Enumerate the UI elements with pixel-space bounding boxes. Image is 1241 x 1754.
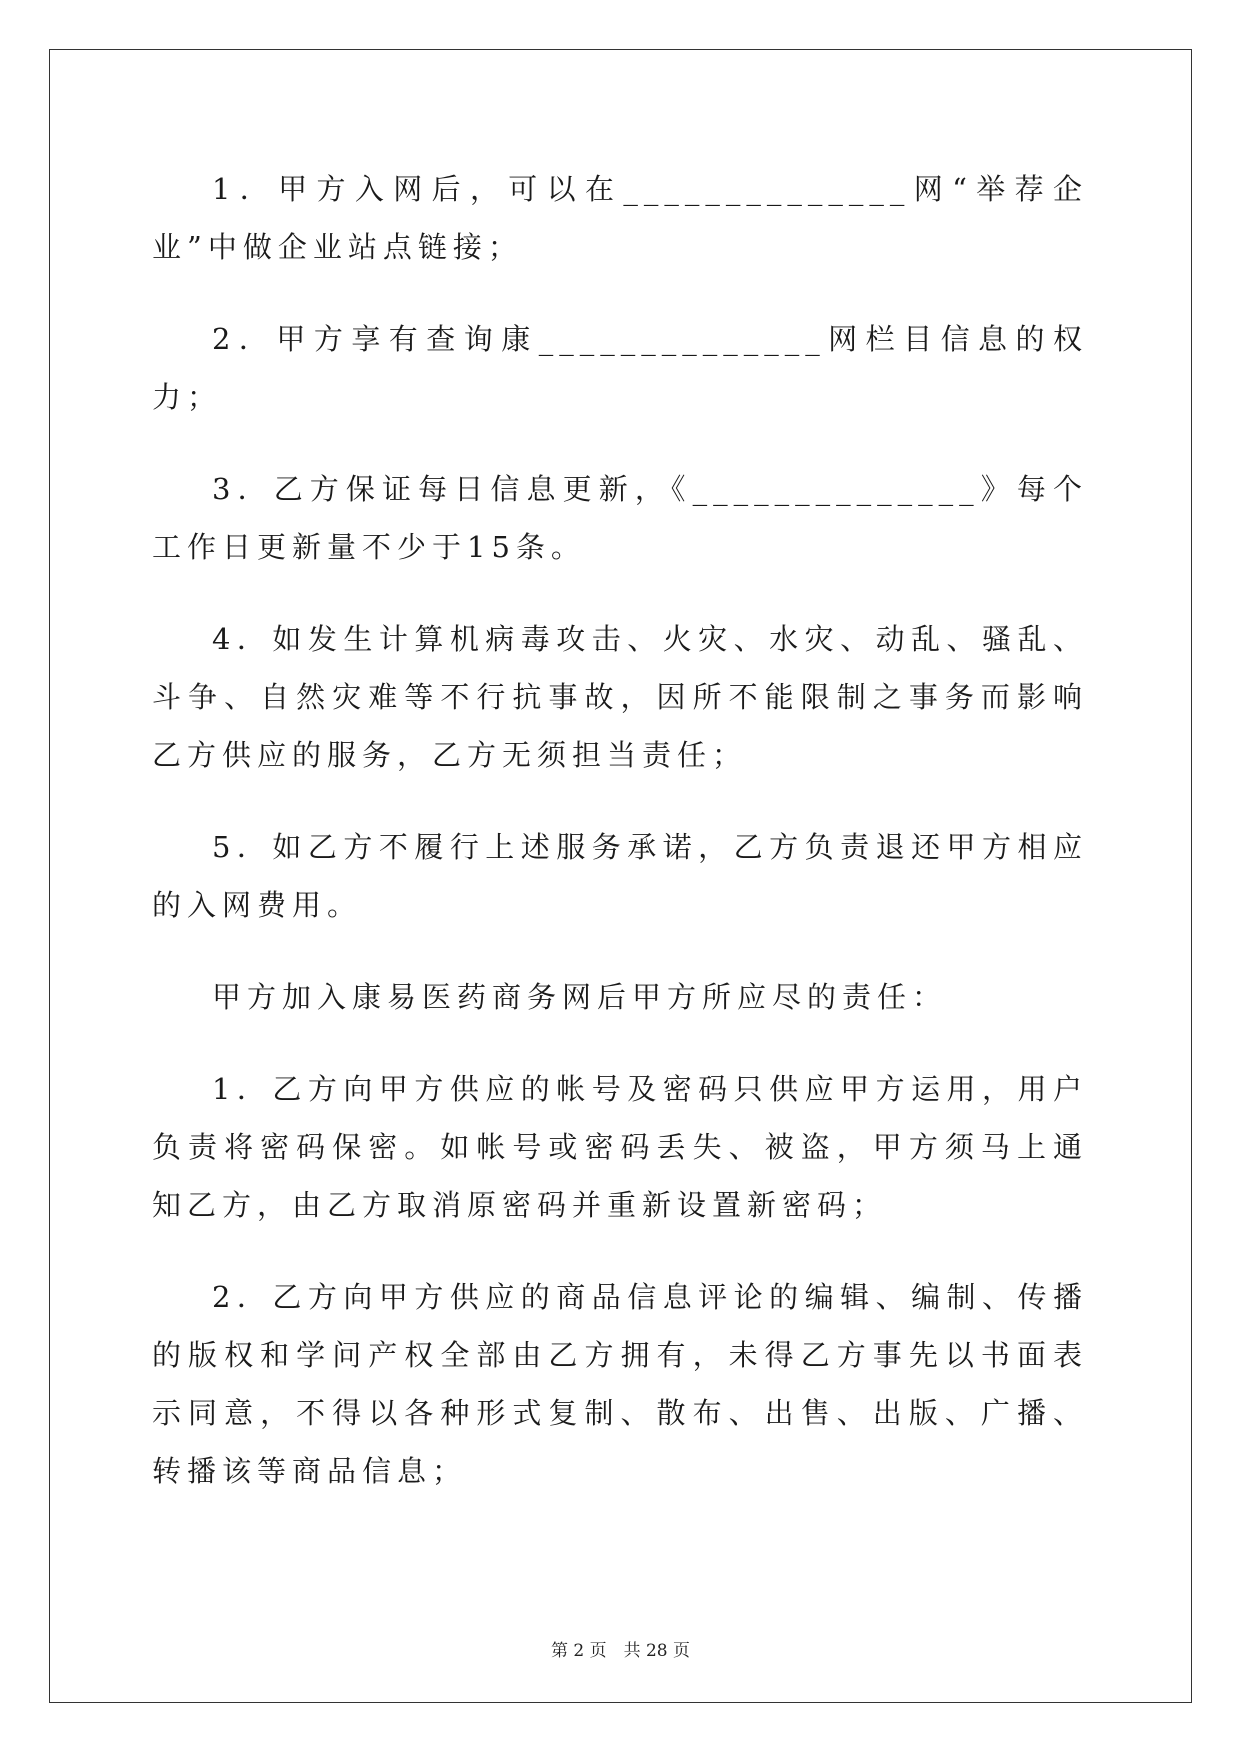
document-body bbox=[152, 160, 1088, 1500]
paragraph-item-3: 3．乙方保证每日信息更新，《______________》每个工作日更新量不少于15条。 bbox=[152, 472, 1088, 564]
paragraph-item-1: 1．甲方入网后，可以在______________网“举荐企业”中做企业站点链接； bbox=[152, 172, 1088, 264]
paragraph-item-6: 1．乙方向甲方供应的帐号及密码只供应甲方运用，用户负责将密码保密。如帐号或密码丢失、被盗，甲方须马上通知乙方，由乙方取消原密码并重新设置新密码； bbox=[152, 1072, 1088, 1222]
paragraph-item-5: 5．如乙方不履行上述服务承诺，乙方负责退还甲方相应的入网费用。 bbox=[152, 830, 1088, 922]
section-heading: 甲方加入康易医药商务网后甲方所应尽的责任： bbox=[212, 980, 948, 1014]
paragraph-item-4: 4．如发生计算机病毒攻击、火灾、水灾、动乱、骚乱、斗争、自然灾难等不行抗事故，因所不能限制之事务而影响乙方供应的服务，乙方无须担当责任； bbox=[152, 622, 1088, 772]
page-number-footer: 第 2 页 共 28 页 bbox=[550, 1641, 691, 1661]
paragraph-item-7: 2．乙方向甲方供应的商品信息评论的编辑、编制、传播的版权和学问产权全部由乙方拥有，未得乙方事先以书面表示同意，不得以各种形式复制、散布、出售、出版、广播、转播该等商品信息； bbox=[152, 1280, 1088, 1488]
paragraph-item-2: 2．甲方享有查询康______________网栏目信息的权力； bbox=[152, 322, 1088, 414]
